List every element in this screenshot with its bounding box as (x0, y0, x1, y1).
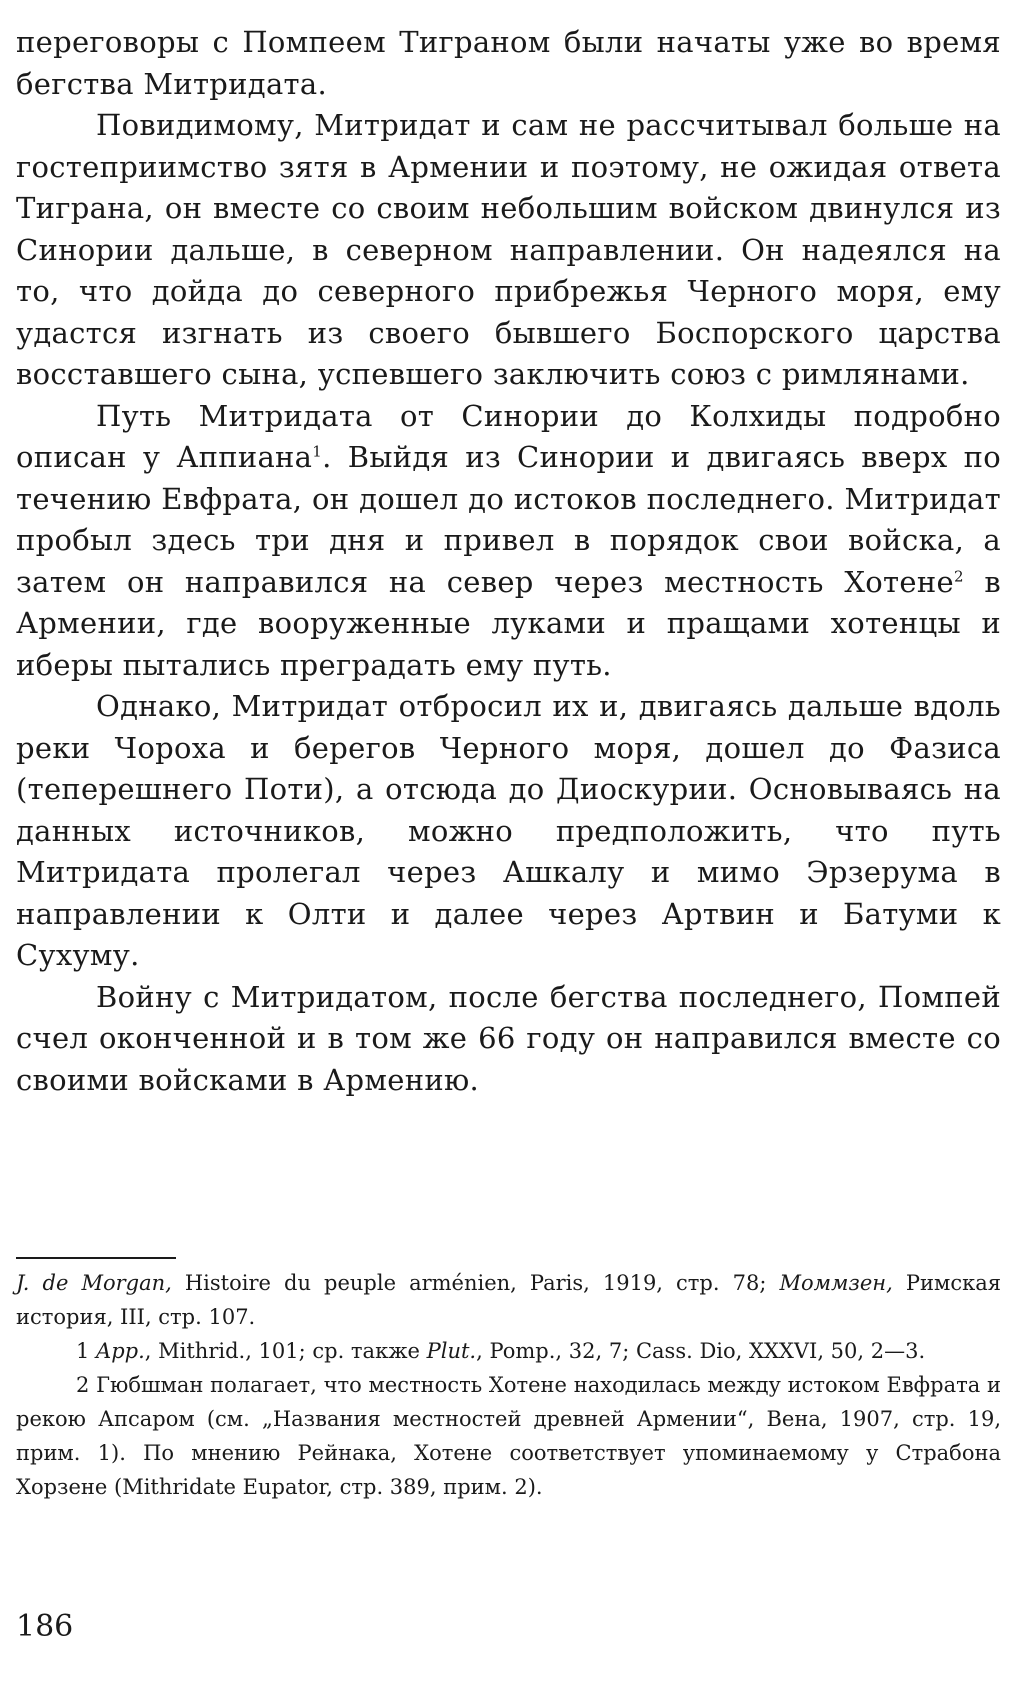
footnote-2: 2 Гюбшман полагает, что местность Хотене находилась между истоком Евфрата и рекою Апсаром (см. „Названия местностей древней Армении“, Вена, 1907, стр. 19, прим. 1). По мнению Рейнака, Хотене соответствует упоминаемому у Страбона Хорзене (Mithridate Eupator, стр. 389, прим. 2). (16, 1373, 1001, 1499)
footnote-ref-2: 2 (953, 566, 964, 585)
footnote-divider (16, 1257, 176, 1259)
main-text (16, 22, 1001, 1101)
paragraph-3 (16, 396, 1001, 687)
footnotes (16, 1266, 1001, 1504)
footnote-1-rest: , Pomp., 32, 7; Cass. Dio, XXXVI, 50, 2—3. (476, 1339, 926, 1363)
footnote-1-mark: 1 (76, 1339, 97, 1363)
footnote-0 (16, 1266, 1001, 1334)
footnote-0-author-2: Моммзен, (779, 1271, 893, 1295)
paragraph-5: Войну с Митридатом, после бегства последнего, Помпей счел оконченной и в том же 66 году он направился вместе со своими войсками в Армению. (16, 979, 1001, 1097)
paragraph-3-part-c: в Армении, где вооруженные луками и пращами хотенцы и иберы пытались преградать ему путь. (16, 564, 1001, 682)
paragraph-3-part-b: . Выйдя из Синории и двигаясь вверх по течению Евфрата, он дошел до истоков последнего. Митридат пробыл здесь три дня и привел в порядок свои войска, а затем он направился на север через местность Хотене (16, 440, 1001, 599)
paragraph-2: Повидимому, Митридат и сам не рассчитывал больше на гостеприимство зятя в Армении и поэтому, не ожидая ответа Тиграна, он вместе со своим небольшим войском двинулся из Синории дальше, в северном направлении. Он надеялся на то, что дойда до северного прибрежья Черного моря, ему удастся изгнать из своего бывшего Боспорского царства восставшего сына, успевшего заключить союз с римлянами. (16, 108, 1001, 391)
footnote-0-title: Histoire du peuple arménien, Paris, 1919, стр. 78; (171, 1271, 780, 1295)
footnote-0-author-1: J. de Morgan, (16, 1271, 172, 1295)
paragraph-4: Однако, Митридат отбросил их и, двигаясь дальше вдоль реки Чороха и берегов Черного моря, дошел до Фазиса (теперешнего Поти), а отсюда до Диоскурии. Основываясь на данных источников, можно предположить, что путь Митридата пролегал через Ашкалу и мимо Эрзерума в направлении к Олти и далее через Артвин и Батуми к Сухуму. (16, 689, 1001, 972)
paragraph-3-part-a: Путь Митридата от Синории до Колхиды подробно описан у Аппиана (16, 398, 1001, 474)
footnote-1-app: App. (96, 1339, 145, 1363)
footnote-1 (16, 1334, 1001, 1368)
footnote-1-plut: Plut. (426, 1339, 477, 1363)
paragraph-1: переговоры с Помпеем Тиграном были начаты уже во время бегства Митридата. (16, 25, 1001, 101)
footnote-0-rest: Римская история, III, стр. 107. (16, 1271, 1001, 1329)
page-number: 186 (16, 1609, 74, 1644)
footnote-1-mid: , Mithrid., 101; ср. также (144, 1339, 427, 1363)
footnote-ref-1: 1 (312, 442, 323, 461)
